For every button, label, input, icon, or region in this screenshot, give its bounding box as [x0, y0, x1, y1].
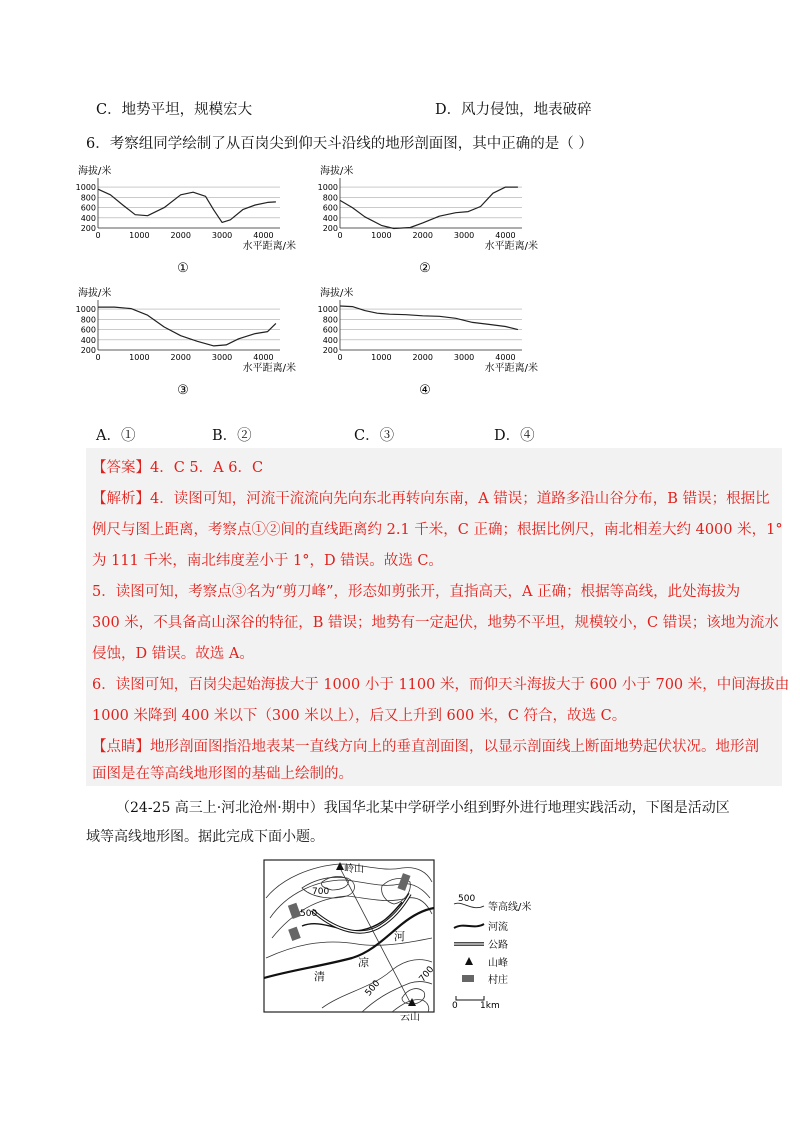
x-tick-label: 2000: [170, 231, 191, 240]
y-tick-label: 1000: [317, 305, 338, 315]
x-tick-label: 4000: [253, 231, 274, 240]
q6-stem: 6．考察组同学绘制了从百岗尖到仰天斗沿线的地形剖面图，其中正确的是（ ）: [86, 136, 593, 152]
y-tick-label: 200: [322, 224, 338, 233]
x-axis-label: 水平距离/米: [242, 363, 296, 374]
profile-charts: [0, 0, 800, 420]
y-tick-label: 400: [322, 213, 338, 223]
x-tick-label: 3000: [453, 353, 475, 362]
x-tick-label: 1000: [129, 353, 150, 362]
village-icon: [398, 873, 411, 891]
analysis-line: 【解析】4．读图可知，河流干流流向先向东北再转向东南，A 错误；道路多沿山谷分布，B 错误；根据比: [92, 491, 770, 507]
q6-option-d: D．④: [494, 428, 535, 444]
y-axis-label: 海拔/米: [78, 288, 112, 299]
analysis-line: 5．读图可知，考察点③名为“剪刀峰”，形态如剪张开，直指高天，A 正确；根据等高线，此处海拔为: [92, 584, 741, 600]
legend-scale-zero: 0: [452, 1001, 458, 1011]
legend-village: 村庄: [488, 975, 508, 986]
x-tick-label: 2000: [170, 353, 191, 362]
chart-panel-label: ④: [419, 383, 431, 398]
x-tick-label: 1000: [371, 231, 392, 240]
y-tick-label: 1000: [75, 183, 96, 193]
x-tick-label: 1000: [129, 231, 150, 240]
answer-explanation-box: [86, 448, 790, 786]
y-tick-label: 200: [80, 224, 96, 233]
profile-line: [98, 307, 276, 346]
river-name-char: 凉: [358, 956, 369, 969]
x-tick-label: 3000: [211, 353, 233, 362]
river-name-char: 清: [314, 970, 325, 983]
y-tick-label: 800: [80, 315, 96, 325]
answer-line: 【答案】4．C 5．A 6．C: [92, 460, 264, 476]
x-axis-label: 水平距离/米: [242, 241, 296, 252]
peak-icon: [408, 998, 416, 1006]
y-tick-label: 400: [80, 335, 96, 345]
next-question-intro: （24-25 高三上·河北沧州·期中）我国华北某中学研学小组到野外进行地理实践活动，下图是活动区: [116, 800, 730, 816]
peak-south-label: 云山: [400, 1012, 420, 1022]
y-axis-label: 海拔/米: [320, 166, 354, 177]
y-tick-label: 1000: [317, 183, 338, 193]
profile-line: [340, 306, 518, 330]
y-tick-label: 1000: [75, 305, 96, 315]
analysis-line: 例尺与图上距离，考察点①②间的直线距离约 2.1 千米，C 正确；根据比例尺，南北相差大约 4000 米，1°: [92, 522, 783, 538]
q6-option-c: C．③: [354, 428, 395, 444]
map-frame: [264, 860, 434, 1012]
tip-line: 【点睛】地形剖面图指沿地表某一直线方向上的垂直剖面图，以显示剖面线上断面地势起伏状况。地形剖: [92, 739, 759, 755]
chart-panel-label: ③: [177, 383, 189, 398]
analysis-line: 侵蚀，D 错误。故选 A。: [92, 646, 254, 662]
analysis-line: 6．读图可知，百岗尖起始海拔大于 1000 小于 1100 米，而仰天斗海拔大于 600 小于 700 米，中间海拔由: [92, 677, 790, 693]
x-tick-label: 3000: [453, 231, 475, 240]
profile-line: [98, 189, 276, 222]
chart-panel-label: ②: [419, 261, 431, 276]
legend-contour-value: 500: [458, 894, 476, 904]
contour-label: 500: [363, 978, 383, 999]
legend-river-symbol: [454, 924, 484, 928]
q5-option-c: C．地势平坦，规模宏大: [96, 102, 253, 118]
x-tick-label: 2000: [412, 353, 433, 362]
legend-contour: 等高线/米: [488, 902, 532, 913]
x-tick-label: 2000: [412, 231, 433, 240]
q5-option-d: D．风力侵蚀，地表破碎: [435, 102, 592, 118]
analysis-line: 为 111 千米，南北纬度差小于 1°，D 错误。故选 C。: [92, 553, 443, 569]
x-tick-label: 0: [337, 353, 343, 362]
chart-panel-label: ①: [177, 261, 189, 276]
x-axis-label: 水平距离/米: [484, 241, 538, 252]
x-tick-label: 4000: [495, 231, 516, 240]
contour-label: 700: [312, 887, 330, 897]
legend-village-symbol: [462, 975, 474, 982]
y-axis-label: 海拔/米: [320, 288, 354, 299]
x-tick-label: 0: [95, 353, 101, 362]
y-tick-label: 600: [80, 203, 96, 213]
legend-road: 公路: [488, 940, 508, 951]
y-tick-label: 800: [80, 193, 96, 203]
analysis-line: 300 米，不具备高山深谷的特征，B 错误；地势有一定起伏，地势不平坦，规模较小，C 错误；该地为流水: [92, 615, 779, 631]
x-tick-label: 4000: [495, 353, 516, 362]
analysis-line: 1000 米降到 400 米以下（300 米以上），后又上升到 600 米，C 符合，故选 C。: [92, 708, 627, 724]
legend-peak-symbol: [465, 957, 473, 965]
next-question-intro: 域等高线地形图。据此完成下面小题。: [86, 829, 324, 845]
river-name-char: 河: [394, 930, 405, 943]
x-tick-label: 4000: [253, 353, 274, 362]
map-legend: [452, 894, 531, 1011]
legend-river: 河流: [488, 922, 508, 933]
contour-map: [262, 858, 552, 1022]
x-tick-label: 1000: [371, 353, 392, 362]
y-axis-label: 海拔/米: [78, 166, 112, 177]
contour-label: 500: [300, 909, 318, 919]
y-tick-label: 800: [322, 315, 338, 325]
contour-label: 700: [417, 964, 437, 985]
peak-icon: [336, 862, 344, 870]
y-tick-label: 800: [322, 193, 338, 203]
x-axis-label: 水平距离/米: [484, 363, 538, 374]
y-tick-label: 400: [322, 335, 338, 345]
y-tick-label: 600: [322, 325, 338, 335]
tip-line: 面图是在等高线地形图的基础上绘制的。: [92, 766, 353, 782]
contour-lines: [266, 864, 432, 1012]
legend-peak: 山峰: [488, 958, 508, 969]
village-icon: [288, 927, 301, 941]
y-tick-label: 600: [322, 203, 338, 213]
y-tick-label: 200: [80, 346, 96, 355]
x-tick-label: 3000: [211, 231, 233, 240]
legend-scale-unit: 1km: [480, 1001, 500, 1011]
peak-north-label: 岭山: [344, 864, 364, 875]
q6-option-b: B．②: [212, 428, 252, 444]
x-tick-label: 0: [95, 231, 101, 240]
y-tick-label: 600: [80, 325, 96, 335]
q6-option-a: A．①: [96, 428, 136, 444]
legend-scale-bar: [456, 996, 484, 1000]
y-tick-label: 200: [322, 346, 338, 355]
y-tick-label: 400: [80, 213, 96, 223]
x-tick-label: 0: [337, 231, 343, 240]
